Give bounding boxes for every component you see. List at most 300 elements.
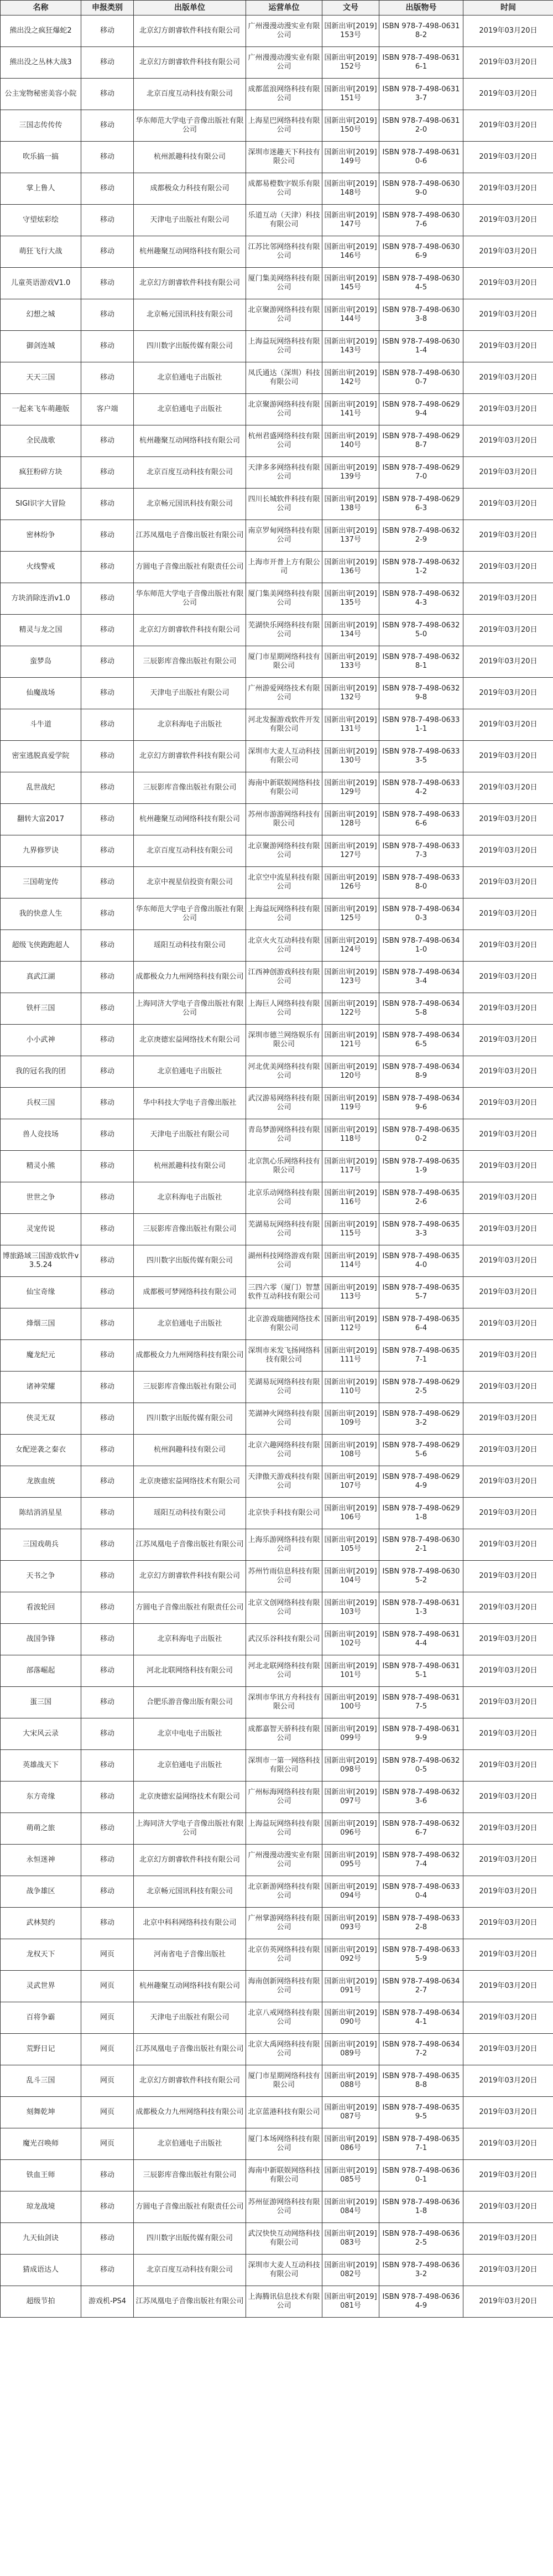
cell-publisher: 北京科海电子出版社 (134, 1182, 246, 1214)
cell-operator: 芜湖神火网络科技有限公司 (246, 1403, 322, 1435)
table-row (1, 1214, 553, 1245)
table-row (1, 173, 553, 205)
cell-category: 移动 (81, 299, 134, 331)
cell-operator: 南京罗甸网络科技有限公司 (246, 520, 322, 552)
table-row (1, 1151, 553, 1182)
cell-date: 2019年03月20日 (463, 678, 553, 709)
cell-date: 2019年03月20日 (463, 1466, 553, 1498)
table-row (1, 1782, 553, 1813)
cell-doc-no: 国新出审[2019]114号 (322, 1245, 379, 1277)
cell-date: 2019年03月20日 (463, 1876, 553, 1908)
table-row (1, 1182, 553, 1214)
cell-isbn: ISBN 978-7-498-06355-7 (379, 1277, 463, 1308)
cell-date: 2019年03月20日 (463, 394, 553, 425)
header-row (1, 1, 553, 15)
cell-date: 2019年03月20日 (463, 1971, 553, 2002)
cell-doc-no: 国新出审[2019]148号 (322, 173, 379, 205)
cell-operator: 江西神创游戏科技有限公司 (246, 962, 322, 993)
cell-date: 2019年03月20日 (463, 709, 553, 741)
cell-name: 火线警戒 (1, 552, 81, 583)
cell-date: 2019年03月20日 (463, 1782, 553, 1813)
cell-doc-no: 国新出审[2019]089号 (322, 2034, 379, 2065)
cell-name: 英雄战天下 (1, 1750, 81, 1782)
cell-publisher: 三辰影库音像出版社有限公司 (134, 2160, 246, 2191)
table-row (1, 1845, 553, 1876)
cell-date: 2019年03月20日 (463, 1277, 553, 1308)
cell-publisher: 杭州趣聚互动网络科技有限公司 (134, 236, 246, 268)
cell-date: 2019年03月20日 (463, 1088, 553, 1119)
cell-doc-no: 国新出审[2019]104号 (322, 1561, 379, 1592)
cell-category: 网页 (81, 2065, 134, 2097)
cell-doc-no: 国新出审[2019]090号 (322, 2002, 379, 2034)
cell-isbn: ISBN 978-7-498-06314-4 (379, 1624, 463, 1655)
header-doc-no: 文号 (322, 1, 379, 15)
cell-isbn: ISBN 978-7-498-06305-2 (379, 1561, 463, 1592)
cell-name: 方块消除连消v1.0 (1, 583, 81, 615)
cell-operator: 广州掌游网络科技有限公司 (246, 1908, 322, 1939)
cell-category: 移动 (81, 772, 134, 804)
cell-name: 乱世战纪 (1, 772, 81, 804)
cell-isbn: ISBN 978-7-498-06349-6 (379, 1088, 463, 1119)
cell-name: 超级飞侠跑跑超人 (1, 930, 81, 962)
cell-publisher: 北京中科科网络科技有限公司 (134, 1908, 246, 1939)
cell-publisher: 方圆电子音像出版社有限责任公司 (134, 2191, 246, 2223)
table-row (1, 709, 553, 741)
cell-operator: 北京大禹网络科技有限公司 (246, 2034, 322, 2065)
table-row (1, 1529, 553, 1561)
table-row (1, 741, 553, 772)
table-row (1, 899, 553, 930)
cell-name: 幻想之城 (1, 299, 81, 331)
cell-category: 移动 (81, 331, 134, 362)
cell-date: 2019年03月20日 (463, 1624, 553, 1655)
cell-doc-no: 国新出审[2019]141号 (322, 394, 379, 425)
cell-name: 守望炫彩绘 (1, 205, 81, 236)
cell-doc-no: 国新出审[2019]096号 (322, 1813, 379, 1845)
cell-category: 移动 (81, 930, 134, 962)
cell-date: 2019年03月20日 (463, 1119, 553, 1151)
cell-category: 移动 (81, 2160, 134, 2191)
table-row (1, 1308, 553, 1340)
cell-category: 移动 (81, 520, 134, 552)
cell-name: 世世之争 (1, 1182, 81, 1214)
cell-doc-no: 国新出审[2019]084号 (322, 2191, 379, 2223)
cell-isbn: ISBN 978-7-498-06292-5 (379, 1372, 463, 1403)
cell-name: 侠灵无双 (1, 1403, 81, 1435)
cell-name: 九界修罗诀 (1, 835, 81, 867)
cell-name: 百将争霸 (1, 2002, 81, 2034)
cell-isbn: ISBN 978-7-498-06294-9 (379, 1466, 463, 1498)
cell-operator: 广州漫漫动漫实业有限公司 (246, 1845, 322, 1876)
cell-name: 儿童英语游戏V1.0 (1, 268, 81, 299)
cell-category: 移动 (81, 993, 134, 1025)
cell-operator: 四川长城软件科技有限公司 (246, 489, 322, 520)
cell-publisher: 北京中视星信投资有限公司 (134, 867, 246, 899)
cell-operator: 深圳市大麦人互动科技有限公司 (246, 741, 322, 772)
cell-date: 2019年03月20日 (463, 1151, 553, 1182)
cell-publisher: 北京幻方朗睿软件科技有限公司 (134, 1561, 246, 1592)
table-row (1, 1561, 553, 1592)
cell-doc-no: 国新出审[2019]082号 (322, 2255, 379, 2286)
cell-name: 琼龙战境 (1, 2191, 81, 2223)
cell-name: 诸神荣耀 (1, 1372, 81, 1403)
cell-doc-no: 国新出审[2019]109号 (322, 1403, 379, 1435)
cell-name: 一起来飞车萌趣版 (1, 394, 81, 425)
cell-operator: 青岛梦游网络科技有限公司 (246, 1119, 322, 1151)
cell-doc-no: 国新出审[2019]132号 (322, 678, 379, 709)
cell-name: 龙权天下 (1, 1939, 81, 1971)
cell-date: 2019年03月20日 (463, 962, 553, 993)
cell-date: 2019年03月20日 (463, 1845, 553, 1876)
cell-operator: 上海益玩网络科技有限公司 (246, 331, 322, 362)
cell-operator: 杭州君盛网络科技有限公司 (246, 425, 322, 457)
cell-isbn: ISBN 978-7-498-06336-6 (379, 804, 463, 835)
cell-publisher: 江苏凤凰电子音像出版社有限公司 (134, 520, 246, 552)
cell-isbn: ISBN 978-7-498-06334-2 (379, 772, 463, 804)
cell-category: 移动 (81, 1403, 134, 1435)
cell-category: 移动 (81, 615, 134, 646)
cell-isbn: ISBN 978-7-498-06298-7 (379, 425, 463, 457)
cell-publisher: 北京伯通电子出版社 (134, 2128, 246, 2160)
cell-operator: 广州标海网络科技有限公司 (246, 1782, 322, 1813)
table-row (1, 930, 553, 962)
cell-isbn: ISBN 978-7-498-06300-7 (379, 362, 463, 394)
cell-name: 魔龙纪元 (1, 1340, 81, 1372)
cell-publisher: 杭州派趣科技有限公司 (134, 1151, 246, 1182)
cell-isbn: ISBN 978-7-498-06362-5 (379, 2223, 463, 2255)
cell-doc-no: 国新出审[2019]130号 (322, 741, 379, 772)
cell-category: 移动 (81, 110, 134, 142)
cell-isbn: ISBN 978-7-498-06343-4 (379, 962, 463, 993)
header-date: 时间 (463, 1, 553, 15)
table-row (1, 1025, 553, 1056)
cell-name: 翻转大富2017 (1, 804, 81, 835)
table-row (1, 79, 553, 110)
cell-category: 移动 (81, 1782, 134, 1813)
cell-publisher: 成都极众力科技有限公司 (134, 173, 246, 205)
cell-category: 移动 (81, 173, 134, 205)
cell-publisher: 华东师范大学电子音像出版社有限公司 (134, 899, 246, 930)
header-name: 名称 (1, 1, 81, 15)
cell-operator: 凤氏通达（深圳）科技有限公司 (246, 362, 322, 394)
cell-doc-no: 国新出审[2019]126号 (322, 867, 379, 899)
cell-publisher: 河南省电子音像出版社 (134, 1939, 246, 1971)
table-row (1, 583, 553, 615)
cell-date: 2019年03月20日 (463, 142, 553, 173)
cell-isbn: ISBN 978-7-498-06338-0 (379, 867, 463, 899)
cell-doc-no: 国新出审[2019]086号 (322, 2128, 379, 2160)
cell-name: 密林纷争 (1, 520, 81, 552)
cell-name: 永恒迷神 (1, 1845, 81, 1876)
cell-doc-no: 国新出审[2019]127号 (322, 835, 379, 867)
cell-isbn: ISBN 978-7-498-06363-2 (379, 2255, 463, 2286)
cell-publisher: 北京伯通电子出版社 (134, 362, 246, 394)
cell-isbn: ISBN 978-7-498-06337-3 (379, 835, 463, 867)
cell-operator: 三四六零（厦门）智慧软件互动科技有限公司 (246, 1277, 322, 1308)
cell-operator: 乐道互动（天津）科技有限公司 (246, 205, 322, 236)
cell-name: 熊出没之疯狂爆蛇2 (1, 15, 81, 47)
cell-date: 2019年03月20日 (463, 1718, 553, 1750)
cell-isbn: ISBN 978-7-498-06309-0 (379, 173, 463, 205)
cell-isbn: ISBN 978-7-498-06306-9 (379, 236, 463, 268)
cell-date: 2019年03月20日 (463, 47, 553, 79)
cell-isbn: ISBN 978-7-498-06303-8 (379, 299, 463, 331)
cell-category: 移动 (81, 1592, 134, 1624)
cell-doc-no: 国新出审[2019]124号 (322, 930, 379, 962)
cell-category: 移动 (81, 1876, 134, 1908)
cell-isbn: ISBN 978-7-498-06356-4 (379, 1308, 463, 1340)
cell-isbn: ISBN 978-7-498-06311-3 (379, 1592, 463, 1624)
cell-operator: 北京快手科技有限公司 (246, 1498, 322, 1529)
table-body (1, 15, 553, 2318)
cell-date: 2019年03月20日 (463, 2223, 553, 2255)
cell-date: 2019年03月20日 (463, 1529, 553, 1561)
cell-doc-no: 国新出审[2019]120号 (322, 1056, 379, 1088)
table-row (1, 646, 553, 678)
cell-isbn: ISBN 978-7-498-06333-5 (379, 741, 463, 772)
cell-isbn: ISBN 978-7-498-06325-0 (379, 615, 463, 646)
cell-doc-no: 国新出审[2019]133号 (322, 646, 379, 678)
cell-doc-no: 国新出审[2019]102号 (322, 1624, 379, 1655)
cell-name: 天书之争 (1, 1561, 81, 1592)
cell-isbn: ISBN 978-7-498-06328-1 (379, 646, 463, 678)
cell-publisher: 四川数字出版传媒有限公司 (134, 2223, 246, 2255)
cell-category: 移动 (81, 1245, 134, 1277)
table-row (1, 1750, 553, 1782)
cell-publisher: 北京庚德宏益网络技术有限公司 (134, 1025, 246, 1056)
table-row (1, 362, 553, 394)
cell-category: 网页 (81, 2002, 134, 2034)
cell-operator: 厦门市星期网络科技有限公司 (246, 2065, 322, 2097)
cell-category: 移动 (81, 678, 134, 709)
cell-name: SIGI识字大冒险 (1, 489, 81, 520)
table-row (1, 1813, 553, 1845)
cell-date: 2019年03月20日 (463, 173, 553, 205)
cell-isbn: ISBN 978-7-498-06312-0 (379, 110, 463, 142)
cell-date: 2019年03月20日 (463, 741, 553, 772)
cell-name: 龙族血统 (1, 1466, 81, 1498)
cell-doc-no: 国新出审[2019]145号 (322, 268, 379, 299)
cell-doc-no: 国新出审[2019]150号 (322, 110, 379, 142)
table-row (1, 1403, 553, 1435)
cell-publisher: 华东师范大学电子音像出版社有限公司 (134, 583, 246, 615)
cell-name: 东方奇缘 (1, 1782, 81, 1813)
cell-doc-no: 国新出审[2019]088号 (322, 2065, 379, 2097)
cell-operator: 上海乐游网络科技有限公司 (246, 1529, 322, 1561)
cell-operator: 厦门本场网络科技有限公司 (246, 2128, 322, 2160)
cell-doc-no: 国新出审[2019]107号 (322, 1466, 379, 1498)
cell-publisher: 上海同济大学电子音像出版社有限公司 (134, 1813, 246, 1845)
cell-category: 移动 (81, 1088, 134, 1119)
header-isbn: 出版物号 (379, 1, 463, 15)
cell-name: 部落崛起 (1, 1655, 81, 1687)
cell-isbn: ISBN 978-7-498-06341-0 (379, 930, 463, 962)
cell-category: 移动 (81, 646, 134, 678)
cell-isbn: ISBN 978-7-498-06326-7 (379, 1813, 463, 1845)
cell-doc-no: 国新出审[2019]131号 (322, 709, 379, 741)
cell-isbn: ISBN 978-7-498-06296-3 (379, 489, 463, 520)
cell-category: 移动 (81, 1277, 134, 1308)
cell-isbn: ISBN 978-7-498-06321-2 (379, 552, 463, 583)
cell-publisher: 北京幻方朗睿软件科技有限公司 (134, 47, 246, 79)
table-row (1, 520, 553, 552)
cell-category: 移动 (81, 1025, 134, 1056)
cell-operator: 北京聚游网络科技有限公司 (246, 835, 322, 867)
cell-date: 2019年03月20日 (463, 331, 553, 362)
cell-doc-no: 国新出审[2019]092号 (322, 1939, 379, 1971)
cell-date: 2019年03月20日 (463, 2160, 553, 2191)
table-row (1, 1718, 553, 1750)
cell-publisher: 上海同济大学电子音像出版社有限公司 (134, 993, 246, 1025)
cell-operator: 芜湖快乐网络科技有限公司 (246, 615, 322, 646)
cell-name: 猜成语达人 (1, 2255, 81, 2286)
table-row (1, 2065, 553, 2097)
table-row (1, 205, 553, 236)
cell-doc-no: 国新出审[2019]118号 (322, 1119, 379, 1151)
cell-category: 移动 (81, 1624, 134, 1655)
table-row (1, 2160, 553, 2191)
header-category: 申报类别 (81, 1, 134, 15)
table-row (1, 1655, 553, 1687)
cell-publisher: 北京畅元国讯科技有限公司 (134, 1876, 246, 1908)
cell-category: 网页 (81, 2034, 134, 2065)
cell-isbn: ISBN 978-7-498-06291-8 (379, 1498, 463, 1529)
cell-isbn: ISBN 978-7-498-06313-7 (379, 79, 463, 110)
cell-category: 移动 (81, 236, 134, 268)
cell-operator: 广州游爱网络技术有限公司 (246, 678, 322, 709)
cell-publisher: 成都极众力九州网络科技有限公司 (134, 1340, 246, 1372)
cell-isbn: ISBN 978-7-498-06351-9 (379, 1151, 463, 1182)
cell-date: 2019年03月20日 (463, 930, 553, 962)
table-row (1, 772, 553, 804)
cell-name: 三国志传传传 (1, 110, 81, 142)
cell-name: 超级节拍 (1, 2286, 81, 2318)
cell-isbn: ISBN 978-7-498-06318-2 (379, 15, 463, 47)
cell-doc-no: 国新出审[2019]143号 (322, 331, 379, 362)
table-row (1, 1119, 553, 1151)
cell-date: 2019年03月20日 (463, 1592, 553, 1624)
cell-publisher: 三辰影库音像出版社有限公司 (134, 1372, 246, 1403)
cell-doc-no: 国新出审[2019]081号 (322, 2286, 379, 2318)
cell-operator: 深圳市迷趣天下科技有限公司 (246, 142, 322, 173)
cell-name: 全民战歌 (1, 425, 81, 457)
cell-name: 小小武神 (1, 1025, 81, 1056)
cell-operator: 北京仿英网络科技有限公司 (246, 1939, 322, 1971)
table-row (1, 457, 553, 489)
cell-isbn: ISBN 978-7-498-06335-9 (379, 1939, 463, 1971)
cell-operator: 上海市开普上方有限公司 (246, 552, 322, 583)
cell-name: 我的冠名我的团 (1, 1056, 81, 1088)
cell-publisher: 北京幻方朗睿软件科技有限公司 (134, 2065, 246, 2097)
header-publisher: 出版单位 (134, 1, 246, 15)
cell-operator: 北京空中流星科技有限公司 (246, 867, 322, 899)
cell-doc-no: 国新出审[2019]129号 (322, 772, 379, 804)
cell-date: 2019年03月20日 (463, 2128, 553, 2160)
cell-name: 荒野日记 (1, 2034, 81, 2065)
table-row (1, 804, 553, 835)
cell-name: 斗牛道 (1, 709, 81, 741)
cell-category: 移动 (81, 142, 134, 173)
cell-publisher: 北京科海电子出版社 (134, 1624, 246, 1655)
cell-doc-no: 国新出审[2019]106号 (322, 1498, 379, 1529)
cell-operator: 成都嘉智天骄科技有限公司 (246, 1718, 322, 1750)
cell-date: 2019年03月20日 (463, 425, 553, 457)
cell-publisher: 北京畅元国讯科技有限公司 (134, 489, 246, 520)
cell-publisher: 天津电子出版社有限公司 (134, 678, 246, 709)
cell-doc-no: 国新出审[2019]128号 (322, 804, 379, 835)
cell-publisher: 北京庚德宏益网络技术有限公司 (134, 1782, 246, 1813)
cell-publisher: 北京伯通电子出版社 (134, 1308, 246, 1340)
cell-doc-no: 国新出审[2019]101号 (322, 1655, 379, 1687)
cell-doc-no: 国新出审[2019]098号 (322, 1750, 379, 1782)
cell-publisher: 方圆电子音像出版社有限责任公司 (134, 1592, 246, 1624)
cell-isbn: ISBN 978-7-498-06301-4 (379, 331, 463, 362)
cell-isbn: ISBN 978-7-498-06329-8 (379, 678, 463, 709)
table-row (1, 2191, 553, 2223)
cell-doc-no: 国新出审[2019]116号 (322, 1182, 379, 1214)
cell-name: 大宋风云录 (1, 1718, 81, 1750)
cell-name: 蛋三国 (1, 1687, 81, 1718)
cell-isbn: ISBN 978-7-498-06344-1 (379, 2002, 463, 2034)
cell-doc-no: 国新出审[2019]105号 (322, 1529, 379, 1561)
cell-isbn: ISBN 978-7-498-06354-0 (379, 1245, 463, 1277)
cell-isbn: ISBN 978-7-498-06359-5 (379, 2097, 463, 2128)
cell-name: 掌上鲁人 (1, 173, 81, 205)
cell-date: 2019年03月20日 (463, 583, 553, 615)
cell-date: 2019年03月20日 (463, 362, 553, 394)
cell-category: 客户端 (81, 394, 134, 425)
cell-doc-no: 国新出审[2019]111号 (322, 1340, 379, 1372)
table-row (1, 15, 553, 47)
table-row (1, 1939, 553, 1971)
table-row (1, 331, 553, 362)
cell-date: 2019年03月20日 (463, 1025, 553, 1056)
cell-isbn: ISBN 978-7-498-06332-8 (379, 1908, 463, 1939)
cell-category: 移动 (81, 205, 134, 236)
cell-operator: 深圳市米发飞扬网络科技有限公司 (246, 1340, 322, 1372)
cell-doc-no: 国新出审[2019]094号 (322, 1876, 379, 1908)
cell-operator: 上海益玩网络科技有限公司 (246, 1813, 322, 1845)
cell-operator: 天津多多网络科技有限公司 (246, 457, 322, 489)
cell-category: 移动 (81, 15, 134, 47)
table-row (1, 1876, 553, 1908)
cell-isbn: ISBN 978-7-498-06324-3 (379, 583, 463, 615)
cell-name: 乱斗三国 (1, 2065, 81, 2097)
table-row (1, 1687, 553, 1718)
table-row (1, 47, 553, 79)
table-row (1, 1340, 553, 1372)
cell-category: 移动 (81, 1498, 134, 1529)
cell-doc-no: 国新出审[2019]099号 (322, 1718, 379, 1750)
cell-name: 真武江湖 (1, 962, 81, 993)
cell-name: 铁杆三国 (1, 993, 81, 1025)
cell-publisher: 北京幻方朗睿软件科技有限公司 (134, 268, 246, 299)
cell-name: 仙宝奇缘 (1, 1277, 81, 1308)
cell-date: 2019年03月20日 (463, 2065, 553, 2097)
cell-doc-no: 国新出审[2019]153号 (322, 15, 379, 47)
cell-date: 2019年03月20日 (463, 615, 553, 646)
cell-operator: 深圳市大麦人互动科技有限公司 (246, 2255, 322, 2286)
table-row (1, 615, 553, 646)
cell-isbn: ISBN 978-7-498-06350-2 (379, 1119, 463, 1151)
cell-name: 刻舞乾坤 (1, 2097, 81, 2128)
cell-date: 2019年03月20日 (463, 804, 553, 835)
cell-isbn: ISBN 978-7-498-06330-4 (379, 1876, 463, 1908)
cell-category: 移动 (81, 1372, 134, 1403)
cell-isbn: ISBN 978-7-498-06295-6 (379, 1435, 463, 1466)
cell-doc-no: 国新出审[2019]137号 (322, 520, 379, 552)
cell-category: 移动 (81, 1845, 134, 1876)
